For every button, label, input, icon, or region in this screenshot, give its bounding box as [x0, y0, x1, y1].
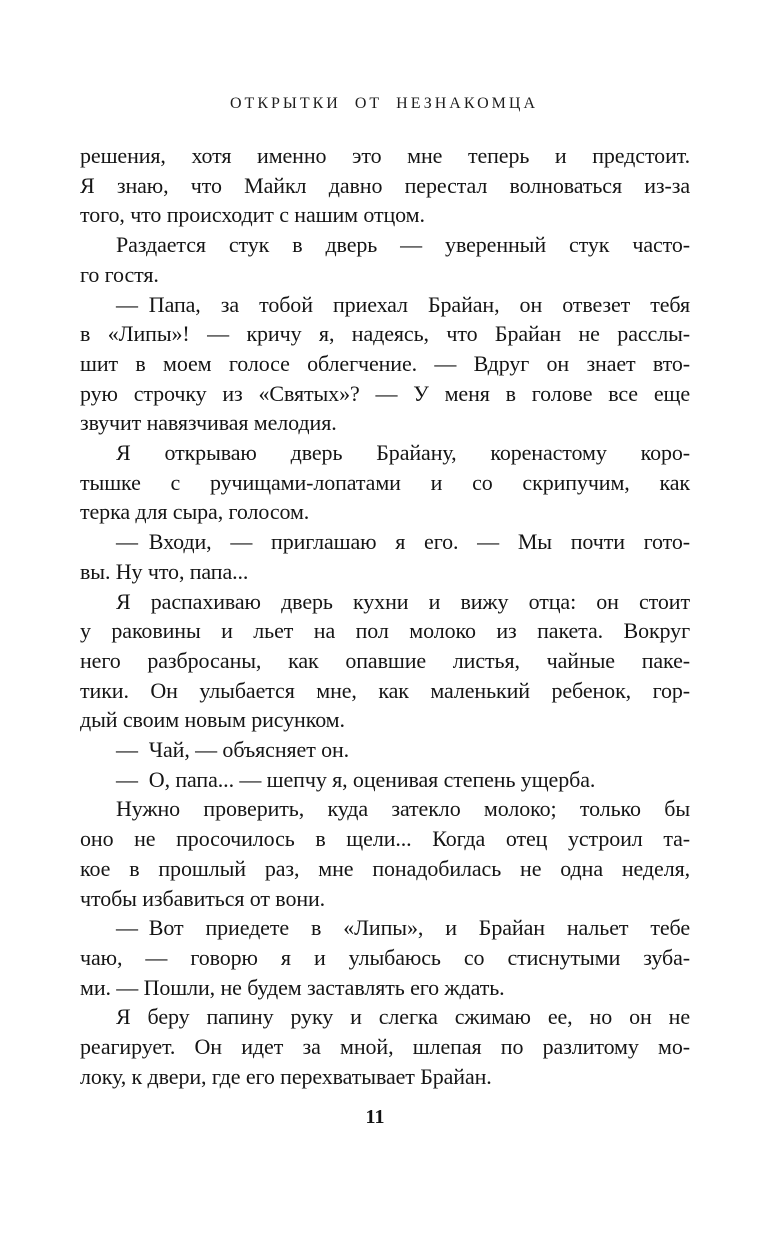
text-line: чтобы избавиться от вони.: [80, 885, 326, 911]
paragraph: [80, 290, 690, 439]
text-line: — Папа, за тобой приехал Брайан, он отвезет тебя: [116, 291, 690, 317]
text-block: [80, 141, 690, 1092]
text-line: терка для сыра, голосом.: [80, 499, 310, 525]
paragraph: [80, 913, 690, 1002]
text-line: звучит навязчивая мелодия.: [80, 410, 337, 436]
text-line: того, что происходит с нашим отцом.: [80, 202, 425, 228]
text-line: Нужно проверить, куда затекло молоко; только бы: [116, 796, 690, 822]
text-line: дый своим новым рисунком.: [80, 707, 345, 733]
paragraph: [80, 735, 690, 765]
paragraph: [80, 230, 690, 289]
text-line: реагирует. Он идет за мной, шлепая по разлитому мо-: [80, 1034, 690, 1060]
page-number: 11: [365, 1106, 385, 1128]
text-line: решения, хотя именно это мне теперь и предстоит.: [80, 143, 690, 168]
text-line: оно не просочилось в щели... Когда отец устроил та-: [80, 826, 690, 852]
paragraph: [80, 527, 690, 586]
text-line: — Вот приедете в «Липы», и Брайан нальет тебе: [116, 915, 690, 941]
running-header: ОТКРЫТКИ ОТ НЕЗНАКОМЦА: [230, 95, 538, 112]
text-line: тики. Он улыбается мне, как маленький ребенок, гор-: [80, 677, 690, 703]
text-line: Я беру папину руку и слегка сжимаю ее, но он не: [116, 1004, 690, 1030]
text-line: в «Липы»! — кричу я, надеясь, что Брайан не расслы-: [80, 321, 690, 347]
text-line: — Чай, — объясняет он.: [116, 737, 350, 763]
text-line: рую строчку из «Святых»? — У меня в голове все еще: [80, 380, 690, 406]
text-line: тышке с ручищами-лопатами и со скрипучим, как: [80, 469, 690, 495]
text-line: вы. Ну что, папа...: [80, 558, 249, 584]
text-line: шит в моем голосе облегчение. — Вдруг он знает вто-: [80, 350, 690, 376]
text-line: ми. — Пошли, не будем заставлять его ждать.: [80, 974, 505, 1000]
paragraph: [80, 1002, 690, 1091]
paragraph: [80, 794, 690, 913]
text-line: Я знаю, что Майкл давно перестал волноваться из-за: [80, 172, 690, 198]
text-line: — О, папа... — шепчу я, оценивая степень ущерба.: [116, 766, 596, 792]
text-line: локу, к двери, где его перехватывает Брайан.: [80, 1063, 492, 1089]
text-line: го гостя.: [80, 261, 159, 287]
paragraph: [80, 438, 690, 527]
text-line: кое в прошлый раз, мне понадобилась не одна неделя,: [80, 855, 690, 881]
text-line: Я открываю дверь Брайану, коренастому коро-: [116, 440, 690, 466]
text-line: Раздается стук в дверь — уверенный стук часто-: [116, 232, 690, 258]
paragraph: [80, 141, 690, 230]
paragraph: [80, 765, 690, 795]
text-line: него разбросаны, как опавшие листья, чайные паке-: [80, 647, 690, 673]
text-line: Я распахиваю дверь кухни и вижу отца: он стоит: [116, 588, 690, 614]
paragraph: [80, 587, 690, 736]
text-line: у раковины и льет на пол молоко из пакета. Вокруг: [80, 618, 690, 644]
text-line: — Входи, — приглашаю я его. — Мы почти гото-: [116, 529, 690, 555]
text-line: чаю, — говорю я и улыбаюсь со стиснутыми зуба-: [80, 944, 690, 970]
